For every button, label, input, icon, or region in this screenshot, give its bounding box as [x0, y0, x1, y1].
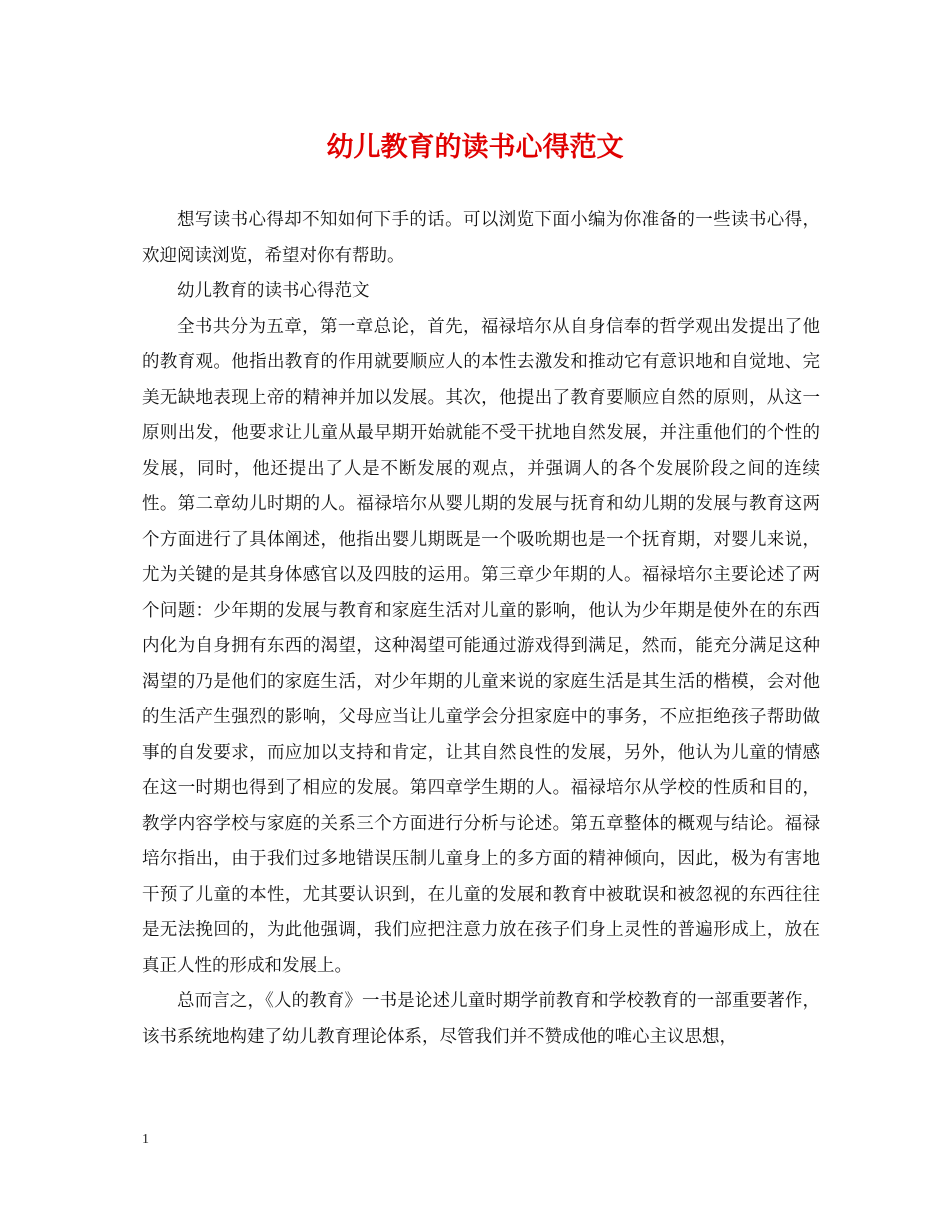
section-heading: 幼儿教育的读书心得范文 — [177, 281, 370, 301]
document-body — [142, 203, 820, 1055]
page-number: 1 — [142, 1132, 149, 1147]
body-paragraph: 全书共分为五章，第一章总论，首先，福禄培尔从自身信奉的哲学观出发提出了他的教育观。他指出教育的作用就要顺应人的本性去激发和推动它有意识地和自觉地、完美无缺地表现上帝的精神并加以发展。其次，他提出了教育要顺应自然的原则，从这一原则出发，他要求让儿童从最早期开始就能不受干扰地自然发展，并注重他们的个性的发展，同时，他还提出了人是不断发展的观点，并强调人的各个发展阶段之间的连续性。第二章幼儿时期的人。福禄培尔从婴儿期的发展与抚育和幼儿期的发展与教育这两个方面进行了具体阐述，他指出婴儿期既是一个吸吮期也是一个抚育期，对婴儿来说，尤为关键的是其身体感官以及四肢的运用。第三章少年期的人。福禄培尔主要论述了两个问题：少年期的发展与教育和家庭生活对儿童的影响，他认为少年期是使外在的东西内化为自身拥有东西的渴望，这种渴望可能通过游戏得到满足，然而，能充分满足这种渴望的乃是他们的家庭生活，对少年期的儿童来说的家庭生活是其生活的楷模，会对他的生活产生强烈的影响，父母应当让儿童学会分担家庭中的事务，不应拒绝孩子帮助做事的自发要求，而应加以支持和肯定，让其自然良性的发展，另外，他认为儿童的情感在这一时期也得到了相应的发展。第四章学生期的人。福禄培尔从学校的性质和目的，教学内容学校与家庭的关系三个方面进行分析与论述。第五章整体的概观与结论。福禄培尔指出，由于我们过多地错误压制儿童身上的多方面的精神倾向，因此，极为有害地干预了儿童的本性，尤其要认识到，在儿童的发展和教育中被耽误和被忽视的东西往往是无法挽回的，为此他强调，我们应把注意力放在孩子们身上灵性的普遍形成上，放在真正人性的形成和发展上。 — [142, 316, 820, 976]
document-title: 幼儿教育的读书心得范文 — [326, 132, 624, 163]
conclusion-paragraph: 总而言之，《人的教育》一书是论述儿童时期学前教育和学校教育的一部重要著作，该书系统地构建了幼儿教育理论体系，尽管我们并不赞成他的唯心主议思想， — [142, 991, 820, 1047]
intro-paragraph: 想写读书心得却不知如何下手的话。可以浏览下面小编为你准备的一些读书心得，欢迎阅读浏览，希望对你有帮助。 — [142, 210, 820, 266]
